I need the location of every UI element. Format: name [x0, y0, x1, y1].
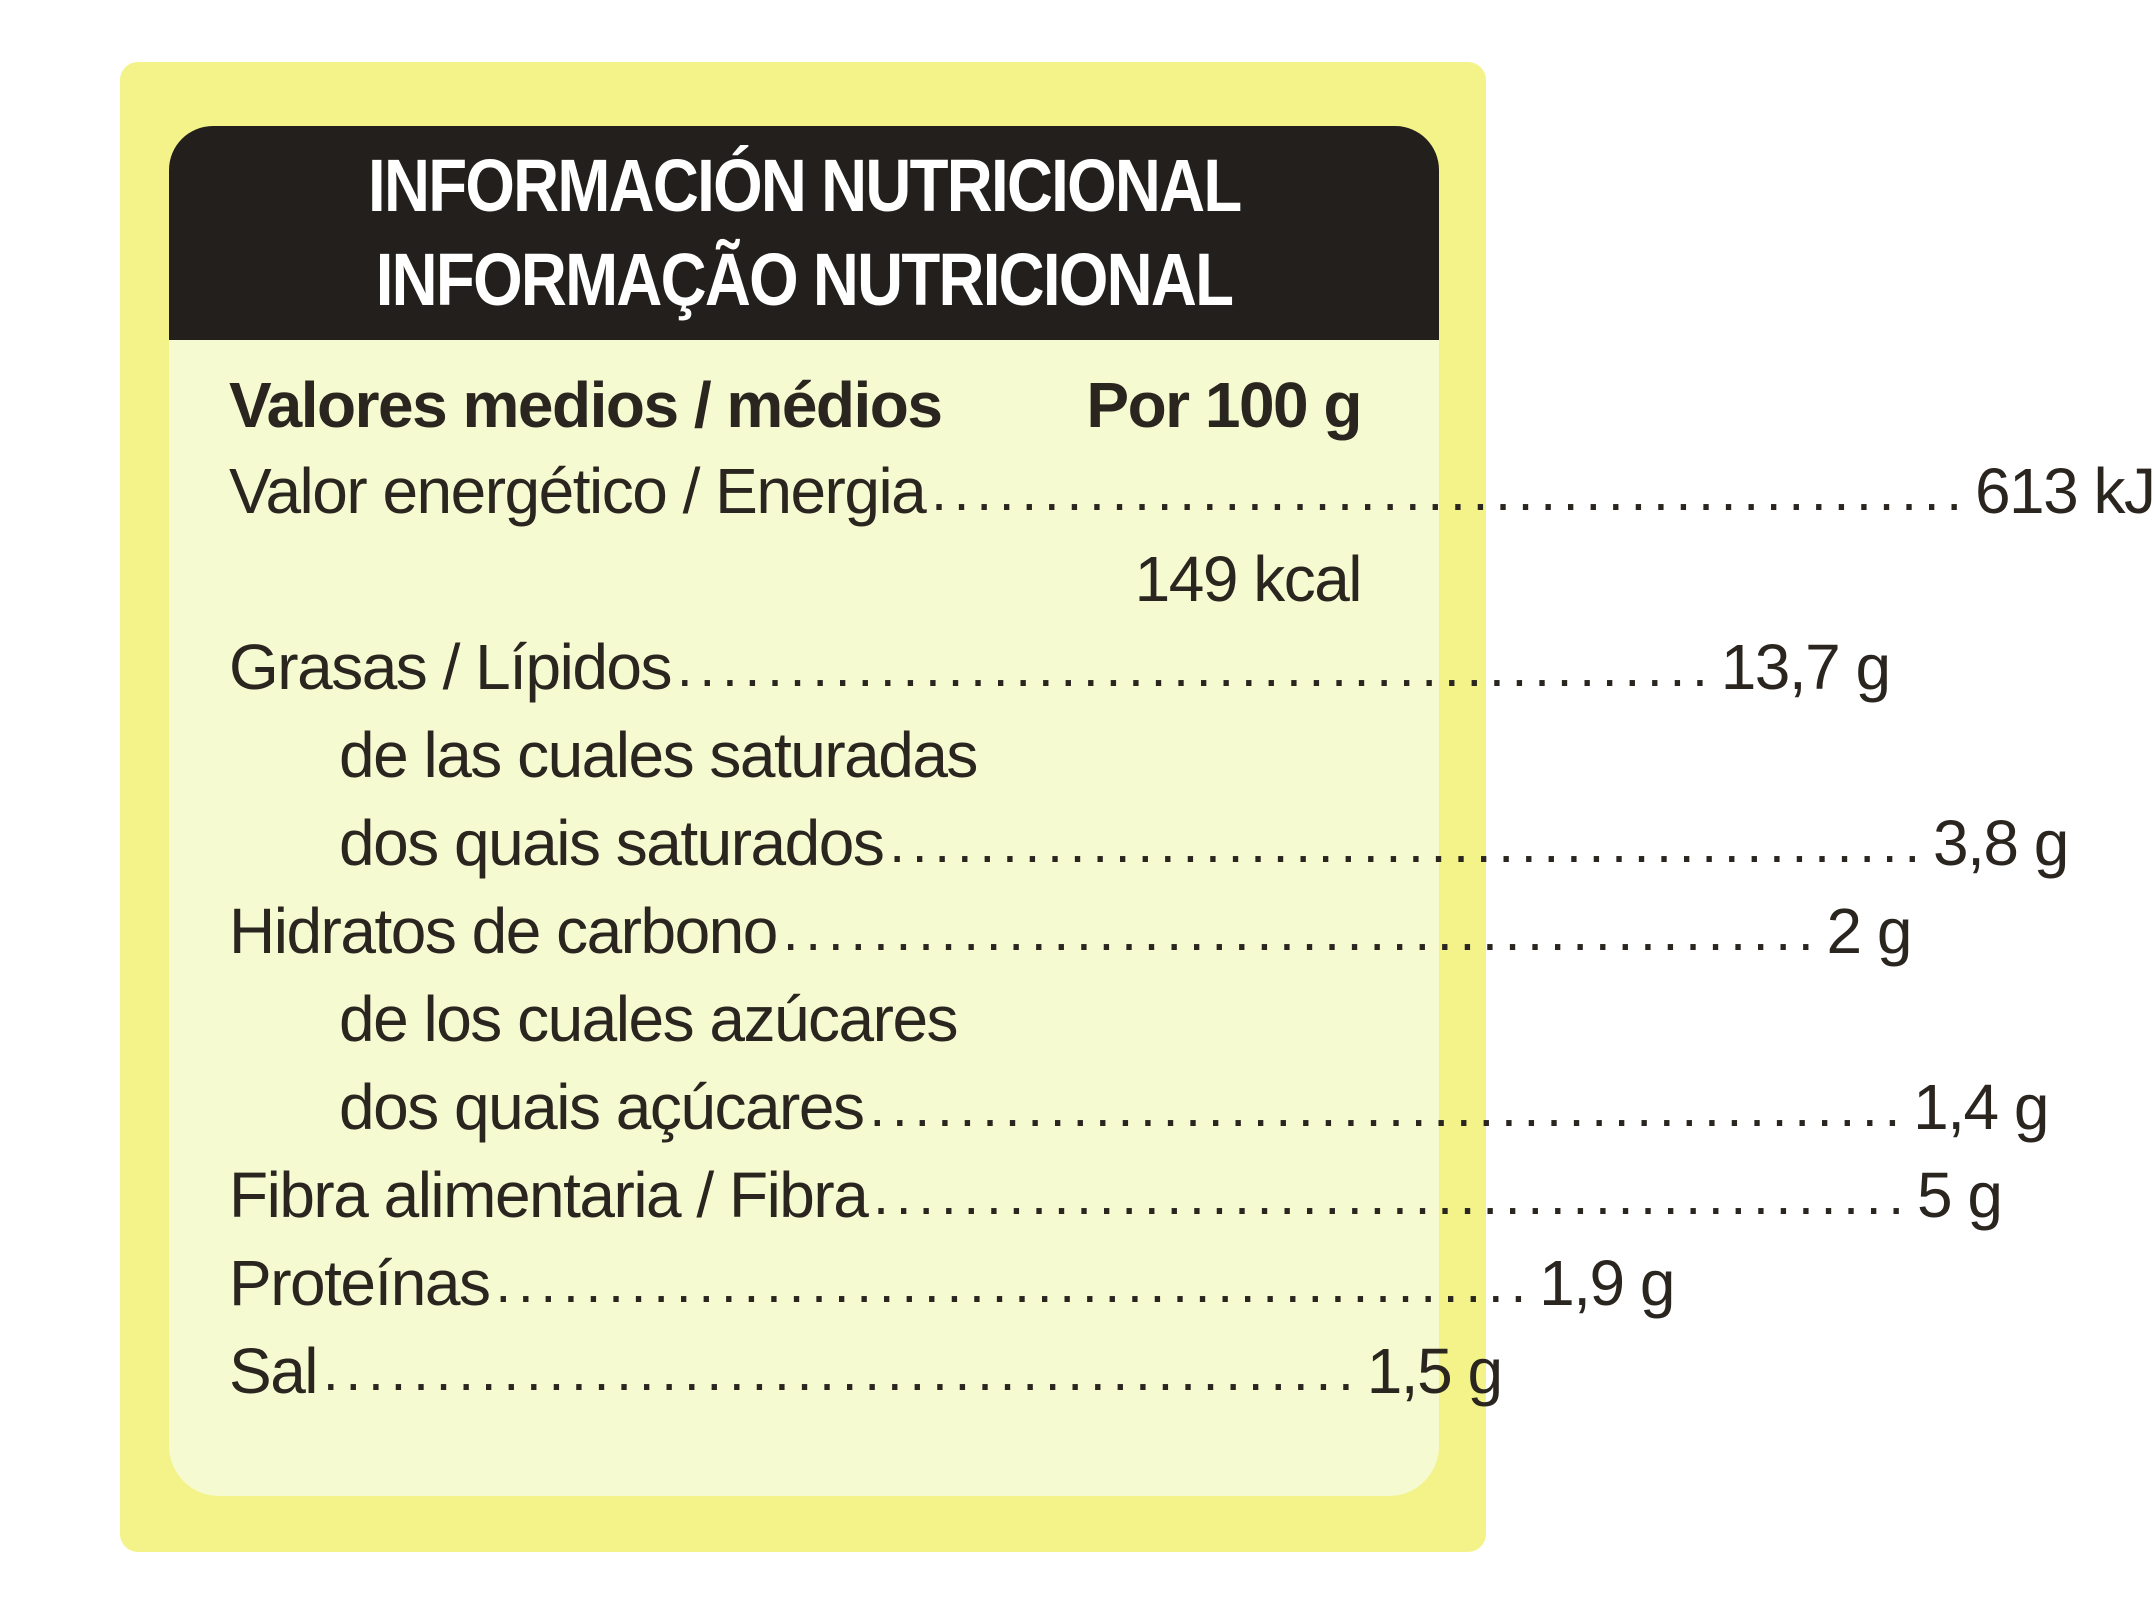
nutrient-row-sugars-es: de los cuales azúcares: [339, 983, 958, 1055]
title-spanish: INFORMACIÓN NUTRICIONAL: [367, 144, 1241, 227]
header-per: Por 100 g: [1086, 369, 1361, 441]
nutrient-row-protein: Proteínas .............................................. 1,9 g: [229, 1247, 1674, 1319]
title-portuguese: INFORMAÇÃO NUTRICIONAL: [375, 238, 1233, 321]
nutrient-row-energy-kcal: 149 kcal: [1134, 543, 1361, 615]
nutrient-row-sugars: dos quais açúcares .............................................. 1,4 g: [339, 1071, 2048, 1143]
header-label: Valores medios / médios: [229, 369, 942, 441]
nutrition-label: [169, 126, 2155, 1496]
nutrient-row-energy: Valor energético / Energia .............................................. 613 kJ: [229, 455, 2155, 527]
nutrient-row-fibre: Fibra alimentaria / Fibra .............................................. 5 g: [229, 1159, 2002, 1231]
nutrient-row-carbohydrate: Hidratos de carbono .............................................. 2 g: [229, 895, 1912, 967]
nutrient-row-saturates-es: de las cuales saturadas: [339, 719, 977, 791]
nutrient-row-salt: Sal .............................................. 1,5 g: [229, 1335, 1502, 1407]
nutrient-row-saturates: dos quais saturados .............................................. 3,8 g: [339, 807, 2068, 879]
nutrient-row-fat: Grasas / Lípidos .............................................. 13,7 g: [229, 631, 1890, 703]
title-band: [169, 126, 1439, 340]
header-row: [229, 362, 1361, 448]
